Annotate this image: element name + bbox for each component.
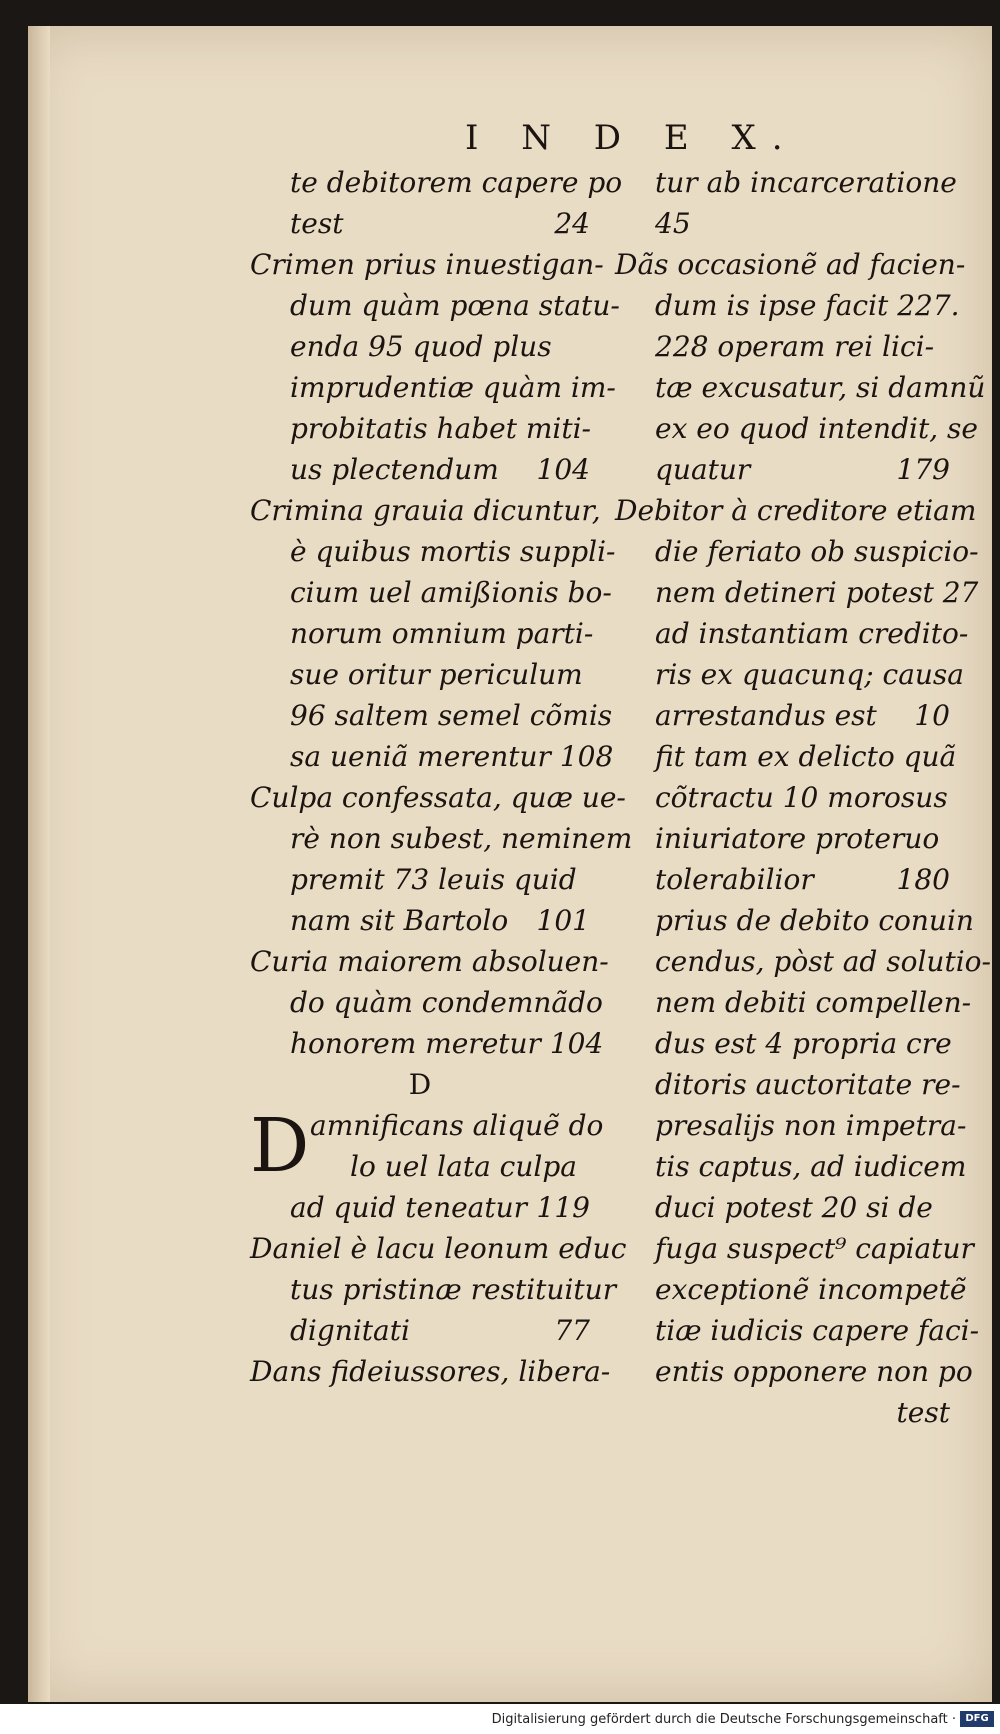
index-line-text: probitatis habet miti- [290,412,592,445]
index-line [615,1187,950,1228]
index-line-text: fit tam ex delicto quã [655,740,957,773]
index-line [250,613,594,654]
index-line [615,572,979,613]
index-line [250,531,616,572]
index-line-text: dus est 4 propria cre [655,1027,952,1060]
page-reference: 101 [536,904,590,937]
index-line [250,1187,590,1228]
index-line [615,162,957,203]
index-line-text: imprudentiæ quàm im- [290,371,616,404]
dfg-logo: DFG [960,1711,994,1727]
page-reference: 179 [896,453,950,486]
index-line [615,1105,967,1146]
index-line [615,285,960,326]
index-line-text: cium uel amißionis bo- [290,576,612,609]
index-line-text: 96 saltem semel cõmis [290,699,613,732]
index-line [250,736,614,777]
index-line [615,408,978,449]
index-line-text: fuga suspect⁹ capiatur [655,1232,974,1265]
index-line [250,695,613,736]
index-line-text: nem debiti compellen- [655,986,972,1019]
index-line [615,244,966,285]
index-line-text: 45 [655,207,691,240]
index-line-text: dignitati [290,1314,410,1347]
running-head: I N D E X. [465,118,799,158]
page-gutter [28,26,50,1702]
page-reference: 104 [536,453,590,486]
index-line [615,1310,980,1351]
index-line [250,490,601,531]
index-line [250,941,609,982]
index-line [615,654,964,695]
index-line [250,1310,590,1351]
index-line [615,449,950,490]
footer-credit: Digitalisierung gefördert durch die Deutsche Forschungsgemeinschaft · [491,1712,956,1727]
index-line-text: nem detineri potest 27 [655,576,979,609]
index-line-text: Dans fideiussores, libera- [250,1355,611,1388]
index-line-text: die feriato ob suspicio- [655,535,979,568]
index-line-text: Crimina grauia dicuntur, [250,494,601,527]
index-column-left [250,162,633,1392]
index-line-text: 228 operam rei lici- [655,330,935,363]
index-line-text: te debitorem capere po [290,166,623,199]
index-line-text: test [896,1396,950,1429]
index-line [615,900,974,941]
index-line [250,654,590,695]
index-line [615,695,950,736]
index-line [615,1146,967,1187]
dropcap-line: lo uel lata culpa [350,1150,577,1183]
index-line [615,941,991,982]
index-line-text: iniuriatore proteruo [655,822,940,855]
index-line [615,1064,961,1105]
index-line-text: Daniel è lacu leonum educ [250,1232,627,1265]
index-line-text: test [290,207,344,240]
index-line-text: è quibus mortis suppli- [290,535,616,568]
index-line-text: Culpa confessata, quæ ue- [250,781,626,814]
index-line-text: ad instantiam credito- [655,617,969,650]
index-line-text: sue oritur periculum [290,658,583,691]
digitization-footer [0,1704,1000,1734]
index-line-text: cendus, pòst ad solutio- [655,945,991,978]
index-line-text: norum omnium parti- [290,617,594,650]
index-line-text: exceptionẽ incompetẽ [655,1273,967,1306]
page-reference: 180 [896,863,950,896]
dropcap-entry [250,1103,604,1189]
index-line-text: cõtractu 10 morosus [655,781,948,814]
index-line-text: ris ex quacunq; causa [655,658,964,691]
index-line-text: tur ab incarceratione [655,166,957,199]
page-reference: 119 [536,1191,590,1224]
index-line [250,572,612,613]
index-line [250,818,633,859]
index-line-text: prius de debito conuin [655,904,974,937]
index-line [250,1351,611,1392]
index-line-text: arrestandus est [655,699,877,732]
index-line [250,859,590,900]
index-line [250,1228,627,1269]
index-line [615,1269,967,1310]
index-line-text: tiæ iudicis capere faci- [655,1314,980,1347]
index-line [250,449,590,490]
dropcap-initial: D [250,1103,310,1189]
index-line-text: tæ excusatur, si damnũ [655,371,986,404]
index-line-text: entis opponere non po [655,1355,973,1388]
index-line [615,818,950,859]
index-line-text: tolerabilior [655,863,814,896]
page-reference: 10 [914,699,950,732]
index-line-text: ad quid teneatur [290,1191,528,1224]
index-line-text: enda 95 quod plus [290,330,552,363]
index-line [250,408,590,449]
dropcap-line: amnificans aliquẽ do [310,1109,604,1142]
index-line [615,859,950,900]
index-line [615,777,950,818]
index-line [615,1023,950,1064]
index-line [250,1269,617,1310]
index-line [615,736,957,777]
index-column-right [615,162,991,1433]
index-line [250,285,620,326]
index-line-text: tus pristinæ restituitur [290,1273,617,1306]
index-line [250,162,623,203]
index-line [615,326,950,367]
index-line [250,982,603,1023]
index-line [615,1392,950,1433]
index-line-text: dum is ipse facit 227. [655,289,960,322]
index-line-text: Dãs occasionẽ ad facien- [615,248,966,281]
index-line-text: rè non subest, neminem [290,822,633,855]
index-line [615,490,977,531]
page-reference: 77 [554,1314,590,1347]
index-line [250,777,626,818]
index-line [615,982,972,1023]
index-line-text: premit 73 leuis quid [290,863,577,896]
index-line-text: quatur [655,453,751,486]
index-line [250,326,590,367]
index-line [250,900,590,941]
index-line [615,1351,973,1392]
index-line [615,367,986,408]
index-line [615,1228,974,1269]
index-line [250,203,590,244]
index-line [250,367,616,408]
index-line-text: tis captus, ad iudicem [655,1150,967,1183]
index-line-text: Debitor à creditore etiam [615,494,977,527]
index-line-text: presalijs non impetra- [655,1109,967,1142]
index-line-text: Curia maiorem absoluen- [250,945,609,978]
index-line-text: nam sit Bartolo [290,904,509,937]
index-line-text: do quàm condemnãdo [290,986,603,1019]
page-reference: 24 [554,207,590,240]
index-line [250,244,604,285]
index-line-text: duci potest 20 si de [655,1191,933,1224]
index-line-text: dum quàm pœna statu- [290,289,620,322]
index-line-text: ditoris auctoritate re- [655,1068,961,1101]
section-letter: D [408,1068,432,1101]
index-line-text: ex eo quod intendit, se [655,412,978,445]
index-line [250,1023,604,1064]
index-line-text: sa ueniã merentur 108 [290,740,614,773]
index-line-text: us plectendum [290,453,499,486]
index-line-text: Crimen prius inuestigan- [250,248,604,281]
index-line [615,203,950,244]
index-line-text: honorem meretur 104 [290,1027,604,1060]
index-line [615,531,979,572]
index-line [615,613,969,654]
